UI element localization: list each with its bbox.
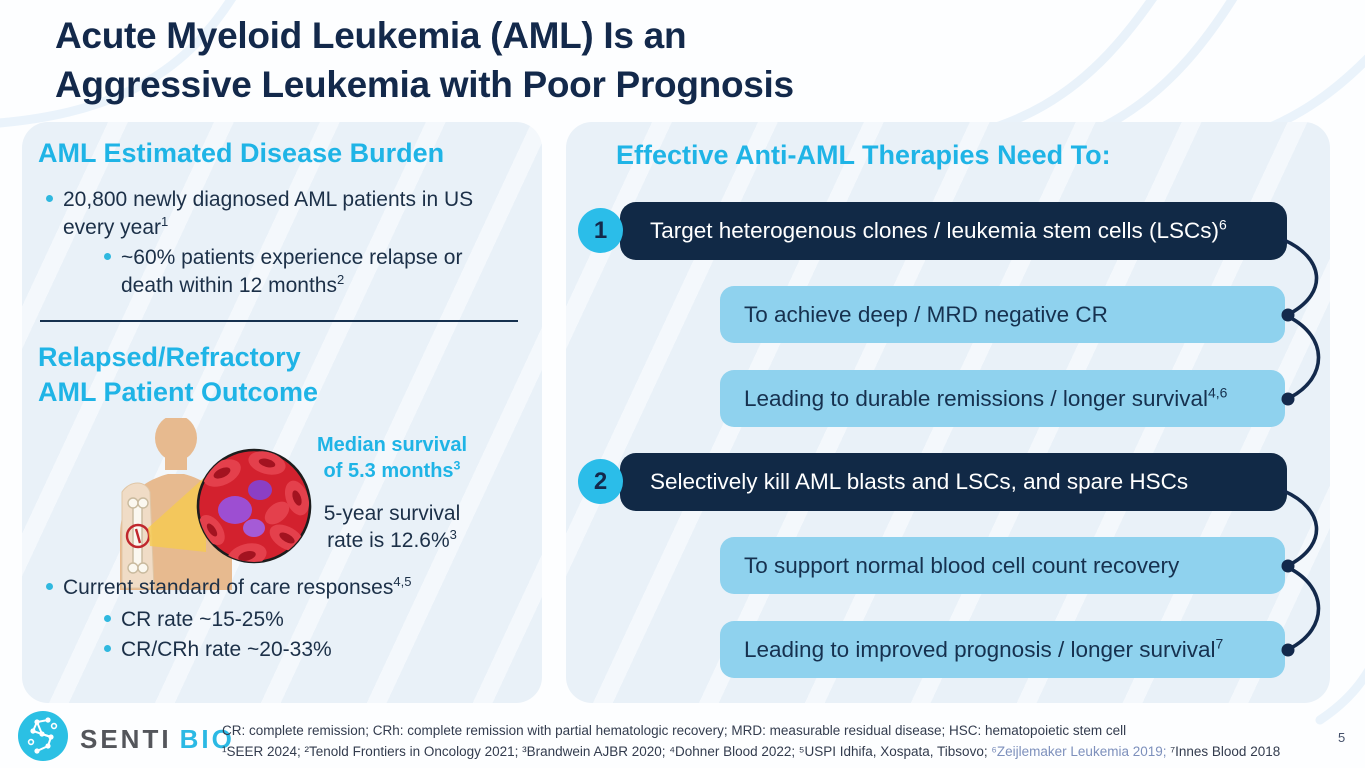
step-2-badge: 2 bbox=[578, 459, 623, 504]
step-1-badge: 1 bbox=[578, 208, 623, 253]
median-survival-stat: Median survival of 5.3 months$^3$ bbox=[316, 434, 468, 482]
step-1-main-box bbox=[620, 202, 1287, 260]
step-2-main-text: Selectively kill AML blasts and LSCs, and spare HSCs bbox=[650, 469, 1189, 494]
footer-abbreviations: CR: complete remission; CRh: complete remission with partial hematologic recovery; MRD: measurable residual disease; HSC: hematopoietic stem cell bbox=[222, 723, 1127, 738]
title-line-2: Aggressive Leukemia with Poor Prognosis bbox=[55, 63, 794, 105]
reference-link: ⁶Zeijlemaker Leukemia 2019; bbox=[991, 743, 1167, 759]
bullet-crh-rate bbox=[104, 636, 484, 664]
therapies-header: Effective Anti-AML Therapies Need To: bbox=[616, 140, 1111, 170]
title-line-1: Acute Myeloid Leukemia (AML) Is an bbox=[55, 15, 687, 56]
five-year-survival-stat: 5-year survival rate is 12.6%$^3$ bbox=[323, 502, 461, 553]
left-panel bbox=[22, 122, 542, 703]
bullet-dot-icon bbox=[104, 645, 111, 652]
step-2-main-box bbox=[620, 453, 1287, 511]
step-2-sub-box-2 bbox=[720, 621, 1285, 678]
senti-bio-wordmark bbox=[80, 724, 235, 755]
bullet-new-diagnoses bbox=[46, 186, 518, 241]
step-2-sub-text-1: To support normal blood cell count recovery bbox=[744, 552, 1180, 578]
footer-references: ¹SEER 2024; ²Tenold Frontiers in Oncology 2021; ³Brandwein AJBR 2020; ⁴Dohner Blood 2022; ⁵USPI Idhifa, Xospata, Tibsovo; ⁶Zeijlemaker Leukemia 2019; ⁷Innes Blood 2018 bbox=[222, 743, 1281, 759]
bullet-text: Current standard of care responses$^{4,5}$ bbox=[63, 574, 412, 599]
bullet-dot-icon bbox=[104, 615, 111, 622]
page-number: 5 bbox=[1338, 730, 1346, 745]
step-2-sub-text-2: Leading to improved prognosis / longer survival$^7$ bbox=[744, 635, 1224, 662]
senti-bio-logo-icon bbox=[18, 711, 68, 761]
bullet-text: ~60% patients experience relapse or death within 12 months$^2$ bbox=[121, 246, 463, 297]
page-title bbox=[55, 12, 794, 110]
relapsed-refractory-header: Relapsed/Refractory AML Patient Outcome bbox=[38, 342, 319, 408]
footnotes bbox=[222, 721, 1322, 763]
step-1-sub-text-1: To achieve deep / MRD negative CR bbox=[744, 301, 1108, 327]
wordmark-bio: BIO bbox=[179, 724, 235, 754]
bullet-dot-icon bbox=[46, 583, 53, 590]
step-1-sub-text-2: Leading to durable remissions / longer survival$^{4,6}$ bbox=[744, 384, 1228, 411]
bullet-standard-of-care bbox=[46, 574, 526, 602]
bullet-cr-rate bbox=[104, 606, 484, 634]
step-1-main-text: Target heterogenous clones / leukemia stem cells (LSCs)$^6$ bbox=[650, 216, 1227, 243]
wordmark-senti: SENTI bbox=[80, 724, 172, 754]
bullet-text: CR/CRh rate ~20-33% bbox=[121, 638, 332, 661]
step-1-sub-box-1 bbox=[720, 286, 1285, 343]
divider bbox=[40, 320, 518, 322]
bullet-text: CR rate ~15-25% bbox=[121, 608, 284, 631]
disease-burden-header: AML Estimated Disease Burden bbox=[38, 138, 445, 168]
bullet-text: 20,800 newly diagnosed AML patients in US every year$^1$ bbox=[63, 188, 474, 239]
bullet-dot-icon bbox=[104, 253, 111, 260]
bullet-dot-icon bbox=[46, 195, 53, 202]
bullet-relapse-rate bbox=[104, 244, 496, 299]
step-2-sub-box-1 bbox=[720, 537, 1285, 594]
right-panel bbox=[566, 122, 1330, 703]
step-1-sub-box-2 bbox=[720, 370, 1285, 427]
